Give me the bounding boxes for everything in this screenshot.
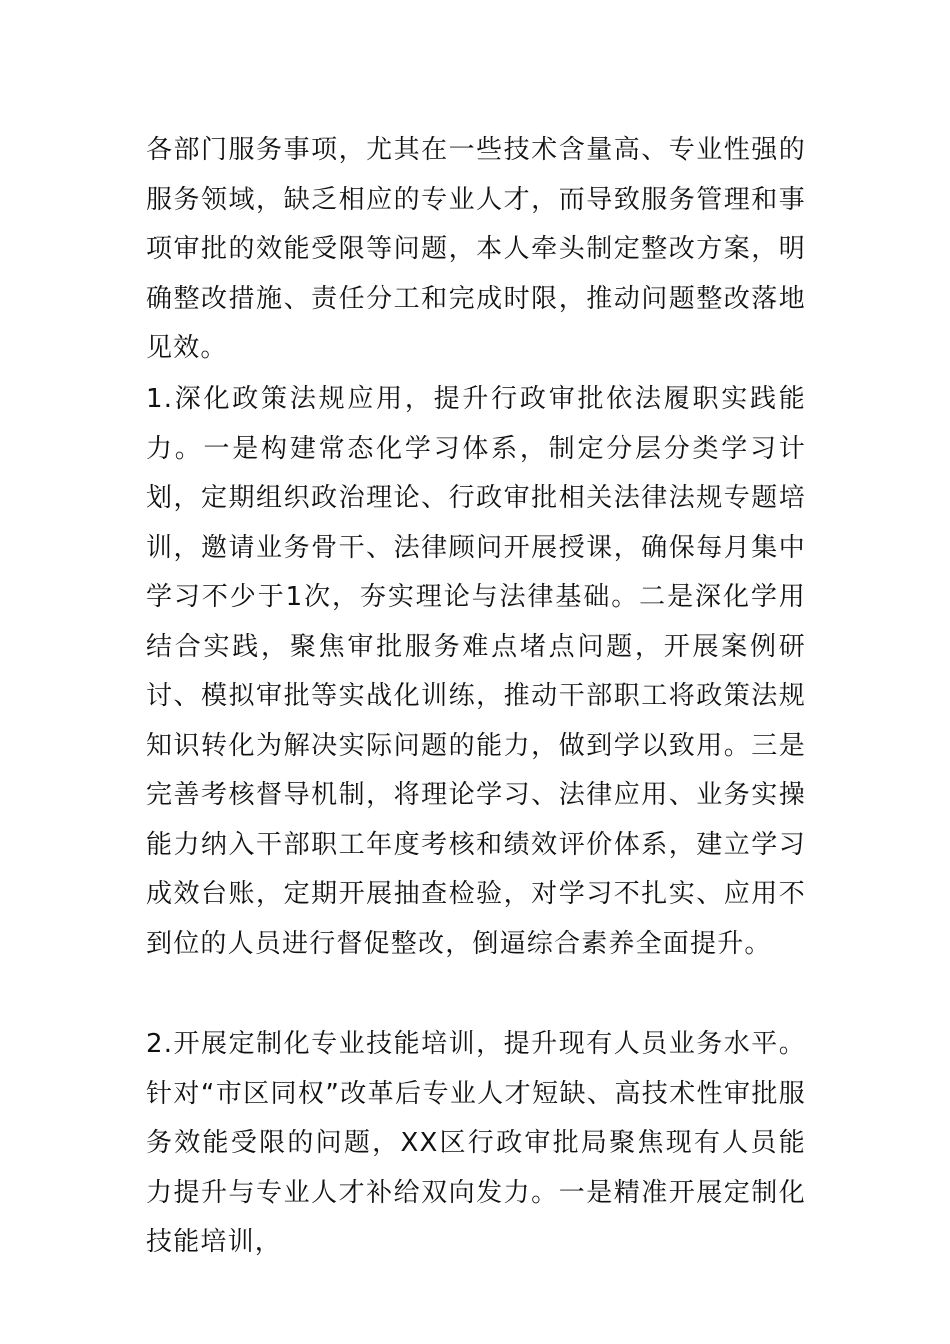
paragraph-item-2-skills-training: 2.开展定制化专业技能培训，提升现有人员业务水平。针对“市区同权”改革后专业人才短缺、高技术性审批服务效能受限的问题，XX区行政审批局聚焦现有人员能力提升与专业人才补给双向发力。一是精准开展定制化技能培训， (146, 1029, 806, 1257)
paragraph-intro-continuation: 各部门服务事项，尤其在一些技术含量高、专业性强的服务领域，缺乏相应的专业人才，而导致服务管理和事项审批的效能受限等问题，本人牵头制定整改方案，明确整改措施、责任分工和完成时限，推动问题整改落地见效。 (146, 135, 806, 363)
paragraph-item-1-policy-application: 1.深化政策法规应用，提升行政审批依法履职实践能力。一是构建常态化学习体系，制定分层分类学习计划，定期组织政治理论、行政审批相关法律法规专题培训，邀请业务骨干、法律顾问开展授课，确保每月集中学习不少于1次，夯实理论与法律基础。二是深化学用结合实践，聚焦审批服务难点堵点问题，开展案例研讨、模拟审批等实战化训练，推动干部职工将政策法规知识转化为解决实际问题的能力，做到学以致用。三是完善考核督导机制，将理论学习、法律应用、业务实操能力纳入干部职工年度考核和绩效评价体系，建立学习成效台账，定期开展抽查检验，对学习不扎实、应用不到位的人员进行督促整改，倒逼综合素养全面提升。 (146, 384, 806, 959)
